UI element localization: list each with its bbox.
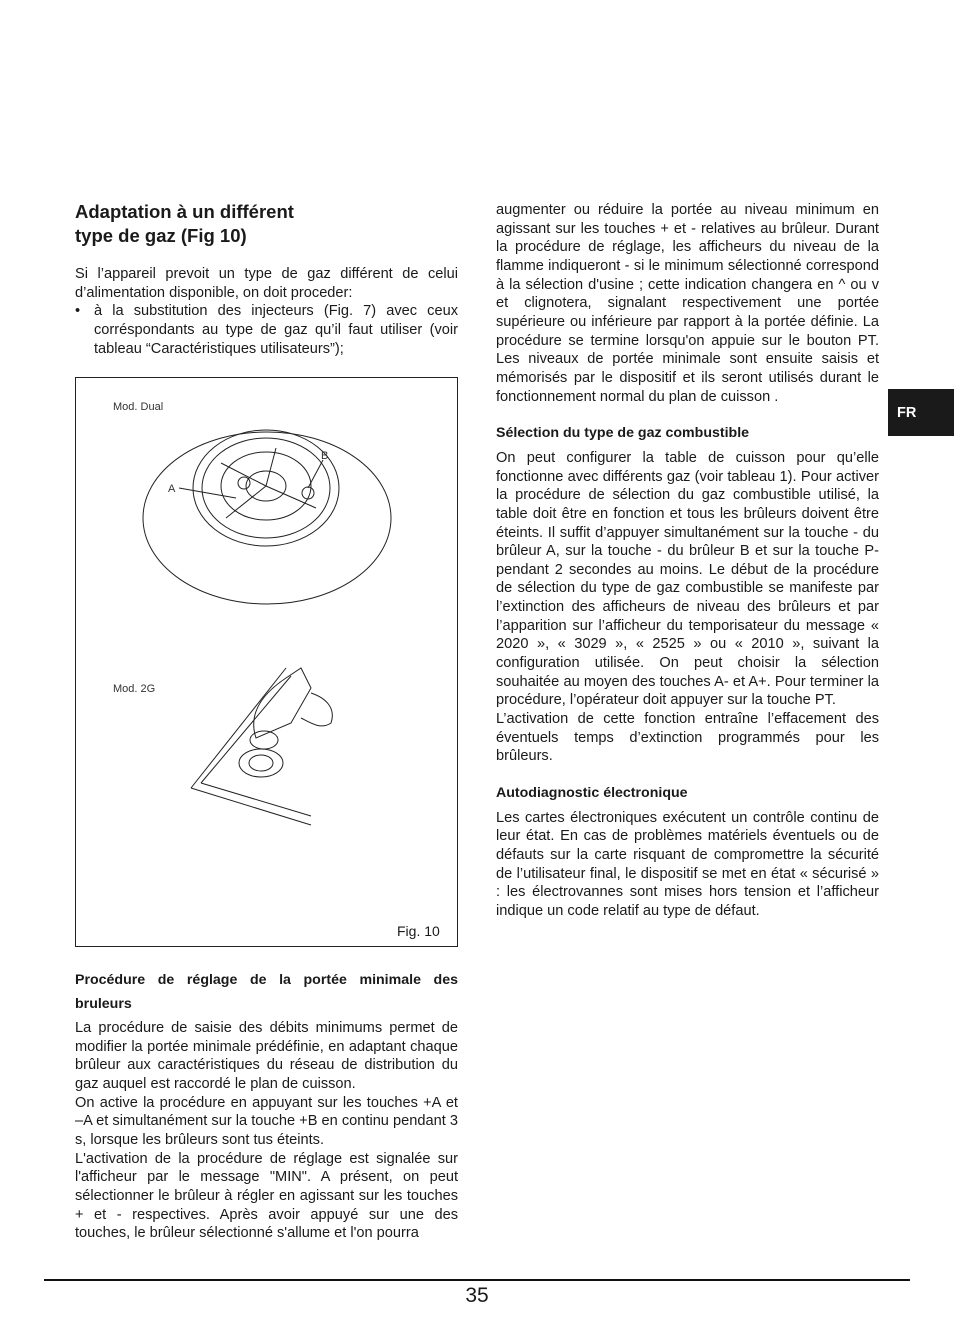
label-mod-dual: Mod. Dual [113, 401, 164, 413]
paragraph: L’activation de cette fonction entraîne l’effacement des éventuels temps d’extinction programmés pour les brûleurs. [496, 711, 879, 765]
section-title-autodiagnostic: Autodiagnostic électronique [496, 785, 688, 802]
bullet-mark: • [75, 303, 81, 320]
paragraph: augmenter ou réduire la portée au niveau minimum en agissant sur les touches + et - relatives au brûleur. Durant la procédure de réglage, les afficheurs du niveau de la flamme indiqueront - si le minimum sélectionné correspond à la sélection d'usine ; cette indication changera en ^ ou v et clignotera, signalant respectivement une portée supérieure ou inférieure par rapport à la portée définie. La procédure se termine lorsqu'on appuie sur le bouton PT. Les niveaux de portée minimale sont ensuite saisis et mémorisés par le dispositif et ils seront utilisés durant le fonctionnement normal du plan de cuisson . [496, 202, 879, 405]
right-column [496, 201, 879, 921]
label-b: B [321, 450, 329, 462]
page-number: 35 [465, 1284, 489, 1307]
language-tab: FR [888, 389, 954, 436]
paragraph: On active la procédure en appuyant sur les touches +A et –A et simultanément sur la touche +B en continu pendant 3 s, lorsque les brûleurs sont tus éteints. [75, 1094, 458, 1148]
paragraph: L'activation de la procédure de réglage est signalée sur l'afficheur par le message "MIN". A présent, on peut sélectionner le brûleur à régler en agissant sur les touches + et - respectives. Après avoir appuyé sur une des touches, le brûleur sélectionné s'allume et l'on pourra [75, 1150, 458, 1242]
left-column [75, 200, 458, 358]
burner-illustration [76, 378, 457, 946]
figure-10 [75, 377, 458, 947]
label-mod-2g: Mod. 2G [113, 683, 156, 695]
paragraph: Les cartes électroniques exécutent un contrôle continu de leur état. En cas de problèmes matériels éventuels ou de défauts sur la carte risquant de compromettre la sécurité de l’utilisateur final, le dispositif se met en état « sécurisé » : les électrovannes sont mises hors tension et l’afficheur indique un code relatif au type de défaut. [496, 809, 879, 919]
paragraph: On peut configurer la table de cuisson pour qu’elle fonctionne avec différents gaz (voir tableau 1). Pour activer la procédure de sélection du gaz combustible utilisé, la table doit être en fonction et tous les brûleurs doivent être éteints. Il suffit d’appuyer simultanément sur la touche - du brûleur A, sur la touche - du brûleur B et sur la touche P- pendant 2 secondes au moins. Le début de la procédure de sélection du type de gaz combustible se manifeste par l’extinction des afficheurs de niveau des brûleurs et par l’apparition sur l’afficheur du temporisateur du message « 2020 », « 3029 », « 2525 » ou « 2010 », suivant la configuration utilisée. On peut choisir la sélection souhaitée au moyen des touches A- et A+. Pour terminer la procédure, l’opérateur doit appuyer sur la touche PT. [496, 449, 879, 709]
section-title-gas-selection: Sélection du type de gaz combustible [496, 425, 750, 442]
label-a: A [168, 483, 176, 495]
footer-divider [44, 1279, 910, 1281]
paragraph: La procédure de saisie des débits minimums permet de modifier la portée minimale prédéfinie, en adaptant chaque brûleur aux caractéristiques du réseau de distribution du gaz auquel est raccordé le plan de cuisson. [75, 1020, 458, 1092]
left-column-lower [75, 968, 458, 1243]
figure-caption: Fig. 10 [397, 923, 440, 939]
title-line-1: Adaptation à un différent [75, 201, 294, 222]
intro-paragraph: Si l’appareil prevoit un type de gaz différent de celui d’alimentation disponible, on doit proceder: [75, 266, 458, 301]
title-line-2: type de gaz (Fig 10) [75, 225, 247, 246]
section-title-min-flow: Procédure de réglage de la portée minimale des bruleurs [75, 972, 458, 1012]
bullet-item [75, 302, 458, 358]
section-title-adaptation [75, 200, 458, 248]
bullet-text: à la substitution des injecteurs (Fig. 7) avec ceux corréspondants au type de gaz qu’il faut utiliser (voir tableau “Caractéristiques utilisateurs”); [94, 303, 458, 357]
